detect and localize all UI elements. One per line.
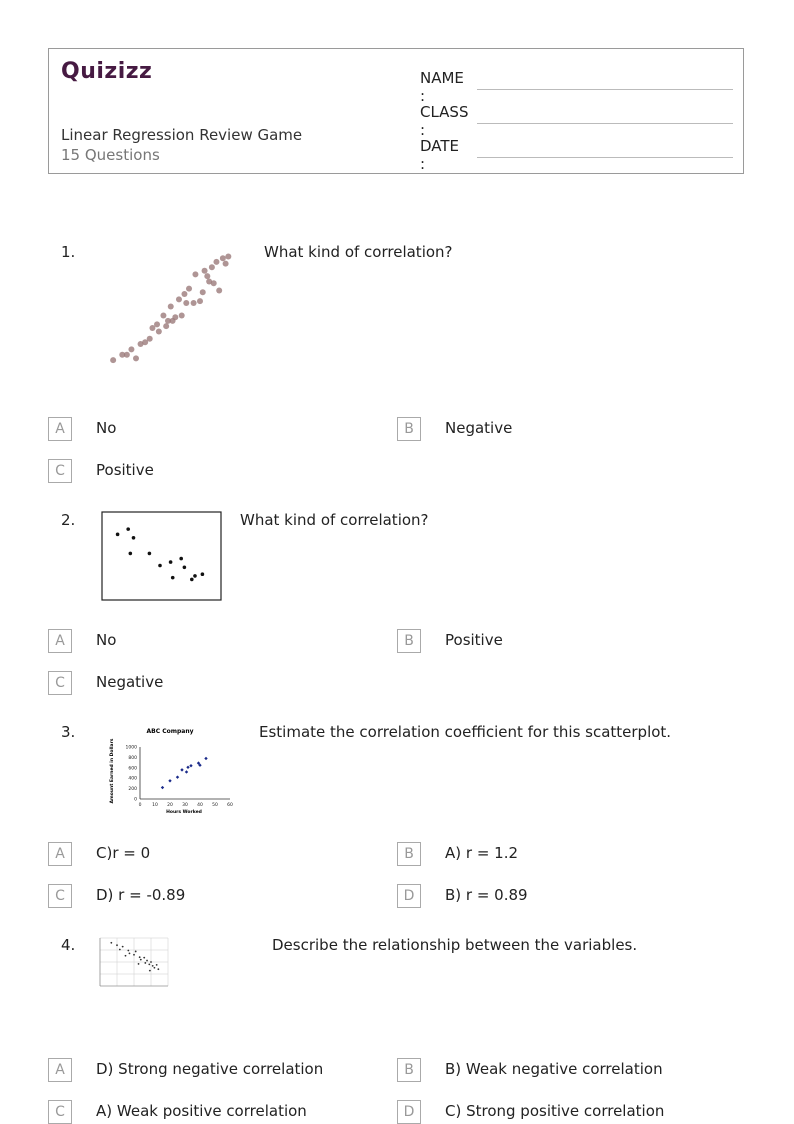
plot-frame	[102, 512, 221, 600]
x-tick-label: 10	[152, 803, 158, 808]
scatter-point	[154, 321, 160, 327]
scatter-point	[110, 942, 112, 944]
y-tick-label: 0	[134, 797, 137, 803]
scatter-point	[176, 775, 179, 778]
scatter-point	[146, 960, 148, 962]
scatter-point	[124, 352, 130, 358]
scatter-point	[179, 557, 183, 561]
scatter-point	[133, 954, 135, 956]
scatter-point	[181, 291, 187, 297]
question-1-scatterplot	[98, 238, 238, 388]
scatter-point	[185, 770, 188, 773]
scatter-point	[119, 949, 121, 951]
question-2-number: 2.	[61, 511, 76, 529]
scatter-point	[152, 965, 154, 967]
option-letter: C	[48, 459, 72, 483]
scatter-point	[135, 951, 137, 953]
scatter-point	[197, 298, 203, 304]
option-text: Positive	[96, 461, 154, 479]
question-3-number: 3.	[61, 723, 76, 741]
option-text: No	[96, 419, 117, 437]
name-line[interactable]	[477, 89, 733, 90]
question-3-text: Estimate the correlation coefficient for this scatterplot.	[259, 723, 672, 741]
scatter-point	[171, 576, 175, 580]
y-tick-label: 400	[128, 776, 137, 782]
scatter-point	[163, 323, 169, 329]
scatter-point	[186, 286, 192, 292]
option-letter: C	[48, 671, 72, 695]
x-tick-label: 30	[182, 803, 188, 808]
scatter-point	[186, 766, 189, 769]
scatter-point	[129, 552, 133, 556]
chart-xlabel: Hours Worked	[166, 810, 202, 815]
option-letter: A	[48, 629, 72, 653]
scatter-point	[190, 578, 194, 582]
scatter-point	[209, 264, 215, 270]
scatter-point	[147, 336, 153, 342]
x-tick-label: 50	[212, 803, 218, 808]
x-tick-label: 40	[197, 803, 203, 808]
date-line[interactable]	[477, 157, 733, 158]
scatter-point	[156, 329, 162, 335]
scatter-point	[125, 955, 127, 957]
scatter-point	[193, 574, 197, 578]
worksheet-header	[48, 48, 744, 174]
option-letter: A	[48, 842, 72, 866]
class-line[interactable]	[477, 123, 733, 124]
option-text: Negative	[445, 419, 513, 437]
scatter-point	[225, 254, 231, 260]
scatter-point	[116, 944, 118, 946]
option-letter: B	[397, 1058, 421, 1082]
scatter-point	[143, 957, 145, 959]
option-letter: A	[48, 417, 72, 441]
scatter-point	[116, 533, 120, 537]
option-letter: B	[397, 842, 421, 866]
scatter-point	[183, 565, 187, 569]
option-letter: D	[397, 1100, 421, 1124]
scatter-point	[202, 268, 208, 274]
scatter-point	[211, 280, 217, 286]
option-letter: B	[397, 417, 421, 441]
option-letter: D	[397, 884, 421, 908]
quizizz-logo: Quizizz	[61, 59, 153, 84]
scatter-point	[201, 572, 205, 576]
y-tick-label: 1000	[125, 745, 137, 751]
scatter-point	[204, 273, 210, 279]
scatter-point	[140, 959, 142, 961]
scatter-point	[150, 961, 152, 963]
scatter-point	[183, 300, 189, 306]
scatter-point	[158, 564, 162, 568]
question-3-scatterplot	[104, 724, 238, 818]
y-tick-label: 600	[128, 766, 137, 772]
scatter-point	[161, 786, 164, 789]
scatter-point	[110, 357, 116, 363]
scatter-point	[122, 946, 124, 948]
scatter-point	[189, 764, 192, 767]
scatter-point	[169, 560, 173, 564]
scatter-point	[172, 314, 178, 320]
scatter-point	[126, 527, 130, 531]
scatter-point	[139, 956, 141, 958]
chart-ylabel: Amount Earned in Dollars	[110, 738, 115, 804]
option-text: A) Weak positive correlation	[96, 1102, 307, 1120]
scatter-point	[160, 312, 166, 318]
option-text: D) r = -0.89	[96, 886, 186, 904]
option-text: Negative	[96, 673, 164, 691]
scatter-point	[191, 300, 197, 306]
scatter-point	[200, 289, 206, 295]
scatter-point	[144, 962, 146, 964]
option-text: D) Strong negative correlation	[96, 1060, 324, 1078]
option-text: C)r = 0	[96, 844, 151, 862]
scatter-point	[168, 304, 174, 310]
option-text: A) r = 1.2	[445, 844, 519, 862]
option-text: Positive	[445, 631, 503, 649]
scatter-point	[213, 259, 219, 265]
option-text: B) r = 0.89	[445, 886, 528, 904]
name-label: NAME :	[420, 69, 464, 105]
option-text: No	[96, 631, 117, 649]
scatter-point	[223, 261, 229, 267]
scatter-point	[149, 970, 151, 972]
scatter-point	[204, 757, 207, 760]
scatter-point	[127, 950, 129, 952]
scatter-point	[133, 355, 139, 361]
y-tick-label: 800	[128, 755, 137, 761]
scatter-point	[156, 964, 158, 966]
option-letter: C	[48, 884, 72, 908]
scatter-point	[168, 779, 171, 782]
x-tick-label: 60	[227, 803, 233, 808]
question-4-text: Describe the relationship between the variables.	[272, 936, 638, 954]
scatter-point	[148, 964, 150, 966]
option-text: B) Weak negative correlation	[445, 1060, 663, 1078]
question-4-number: 4.	[61, 936, 76, 954]
scatter-point	[148, 552, 152, 556]
option-letter: C	[48, 1100, 72, 1124]
question-1-text: What kind of correlation?	[264, 243, 453, 261]
scatter-point	[179, 312, 185, 318]
question-1-number: 1.	[61, 243, 76, 261]
scatter-point	[220, 255, 226, 261]
scatter-point	[216, 287, 222, 293]
option-letter: A	[48, 1058, 72, 1082]
class-label: CLASS :	[420, 103, 469, 139]
scatter-point	[180, 768, 183, 771]
scatter-point	[129, 952, 131, 954]
y-tick-label: 200	[128, 787, 137, 793]
scatter-point	[192, 271, 198, 277]
option-letter: B	[397, 629, 421, 653]
scatter-point	[157, 968, 159, 970]
question-2-scatterplot	[101, 511, 223, 602]
scatter-point	[128, 346, 134, 352]
scatter-point	[176, 296, 182, 302]
scatter-point	[132, 536, 136, 540]
worksheet-title: Linear Regression Review Game	[61, 126, 303, 144]
question-2-text: What kind of correlation?	[240, 511, 429, 529]
x-tick-label: 0	[138, 803, 142, 808]
question-count: 15 Questions	[61, 146, 160, 164]
scatter-point	[138, 963, 140, 965]
scatter-point	[154, 967, 156, 969]
x-tick-label: 20	[167, 803, 173, 808]
chart-title: ABC Company	[146, 728, 194, 735]
question-4-scatterplot	[98, 936, 170, 991]
date-label: DATE :	[420, 137, 460, 173]
option-text: C) Strong positive correlation	[445, 1102, 665, 1120]
